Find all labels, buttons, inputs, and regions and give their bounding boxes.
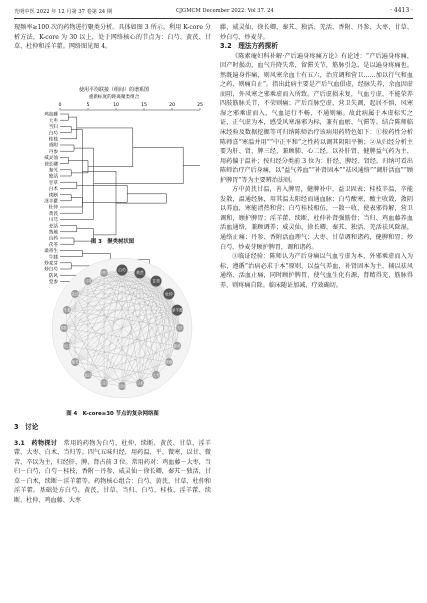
section-32-heading: 3.2 理法方药探析 bbox=[220, 42, 278, 51]
dendrogram-leaf-label: 鸡血藤 bbox=[44, 112, 58, 118]
dendrogram-leaf-label: 党参 bbox=[48, 280, 58, 286]
scale-tick: 25 bbox=[197, 103, 203, 108]
network-figure bbox=[38, 254, 206, 402]
dendrogram-leaf-label: 甘草 bbox=[48, 180, 58, 186]
dendrogram-leaf-label: 当归 bbox=[48, 125, 58, 131]
dendrogram-leaf-label: 桑寄生 bbox=[44, 249, 58, 255]
left-lower-text bbox=[14, 421, 211, 512]
section-31-paragraph bbox=[14, 439, 211, 506]
page-number: · 4413 · bbox=[390, 7, 413, 14]
dendrogram-leaf-label: 桂枝 bbox=[48, 137, 58, 143]
dendrogram-link bbox=[94, 147, 184, 183]
network-node-label: 白芍 bbox=[118, 267, 126, 273]
dendrogram-leaf-label: 炒麦芽 bbox=[44, 261, 58, 267]
dendrogram-leaf-label: 川芎 bbox=[48, 218, 58, 224]
network-node-label: 白术 bbox=[136, 380, 144, 386]
right-top-text: 藤、威灵仙、徐长卿、秦艽、独活、羌活、香附、丹参、大枣、甘草、炒白芍、炒麦芽。 bbox=[220, 24, 413, 41]
dendrogram-leaf-label: 大枣 bbox=[48, 118, 58, 124]
dendrogram-leaf-label: 防风 bbox=[48, 273, 58, 279]
network-node-label: 甘草 bbox=[152, 278, 160, 284]
dendrogram-leaf-label: 杜仲 bbox=[48, 205, 58, 211]
dendrogram-leaf-label: 熟地 bbox=[48, 230, 58, 236]
running-header bbox=[14, 6, 413, 18]
dendrogram-subtitle: 重新标度的距离聚类组合 bbox=[88, 95, 140, 100]
dendrogram-link bbox=[60, 170, 71, 176]
dendrogram-link bbox=[60, 157, 68, 163]
section-31-body: 常用的药物为白芍、杜仲、续断、黄芪、甘草、淫羊藿、大枣、白术、当归等。四气五味归经，用药温、平、微寒，以甘、微苦、辛以为主，归经肝、脾、肾占前 3 位。常用药对：鸡血藤－大枣，当归－白芍，白芍－桂枝，香附－丹参，威灵仙－徐长卿，秦艽－独活，甘草－白术，续断－淫羊藿等。药物核心组合：白芍、黄芪、甘草、杜仲和淫羊藿。基础处方白芍、黄芪、甘草、当归、白芍、桂枝、淫羊藿、续断、杜仲、鸡血藤、大枣 bbox=[14, 439, 212, 504]
journal-en: CJGMCM December 2022. Vol 37. 24 bbox=[176, 8, 274, 14]
dendrogram-link bbox=[77, 128, 133, 167]
dendrogram-scale bbox=[59, 102, 203, 110]
network-node-label: 淫羊藿 bbox=[171, 307, 183, 313]
network-node-label: 黄芪 bbox=[136, 270, 144, 276]
dendrogram-leaf-label: 炒白芍 bbox=[44, 267, 58, 273]
section-31-heading: 3.1 药物探讨 bbox=[14, 439, 58, 447]
section-32-paragraph-2: 方中黄芪甘温，善入脾胃，健脾补中，益卫固表；桂枝辛温，辛能发散，温通经脉，用其温太阳经而通血脉；白芍酸寒，酸主收敛，敛阴以养血，寒能清热和营；白芍桂枝相伍，一散一收，使表邪得解，营卫调和，顾护脾胃；淫羊藿、续断、杜仲补肾强筋骨；当归、鸡血藤养血活血通络，兼顾调养；威灵仙、徐长卿、秦艽、独活、羌活祛风除湿，通络止痛；丹参、香附活血理气；大枣、甘草调和诸药，健脾和胃；炒白芍、炒麦芽顾护脾胃，调和诸药。 bbox=[220, 186, 413, 251]
dendrogram-link bbox=[60, 226, 77, 232]
network-node-label: 威灵仙 bbox=[98, 380, 110, 386]
intro-paragraph: 现频率≥100 次的药物进行聚类分析。具体如图 3 所示。利用 K-core 分析方法，K-core 为 30 以上，处于网络核心的节点为：白芍、黄芪、甘草、杜仲和淫羊藿。网络图见图 4。 bbox=[14, 24, 211, 51]
network-node-label: 续断 bbox=[165, 359, 173, 365]
header-rule bbox=[14, 18, 413, 19]
network-node-label: 徐长卿 bbox=[61, 343, 73, 349]
right-column bbox=[220, 23, 413, 290]
network-node-label: 炒麦芽 bbox=[98, 270, 110, 276]
scale-tick: 10 bbox=[113, 103, 119, 108]
section-32-paragraph-1: 《陈素庵妇科补解·产后遍身疼痛方论》有论述：“产后遍身疼痛，因产时损动，血气升降失常，留滞关节，筋脉引急，是以遍身疼痛也。然既遍身作痛，则风寒余血十有五六，治宜调和营卫……加以行气和血之药，则痛自止”。指出此病主要是产后气血俱虚，经脉失养，余血因虚而阻，外风寒之邪乘虚而入所致。产后虚损未复，气血亏虚，不能荣养四肢筋脉关节，不荣则痛；产后百脉空虚，营卫失调，起居不慎，风寒湿之邪乘虚而入，气血运行不畅，不通则痛。故此病属于本虚标实之证，正气虚为本，感受风寒湿邪为标，兼有血瘀、气滞等。结合陈师临床经验及数据挖掘等可归纳陈师治疗该病用药特色如下：①按药性分析陈师喜“寒温并用”“中正平和”之性药以调其阴阳平衡；②从归经分析主要为肝、肾、脾三经，兼顾肺、心二经，以补肝肾、健脾益气药为主，用药偏于温补；按归经分类前 3 位为：肝经、脾经、肾经。归纳可看出陈师治疗产后身痛，以“益气养血”“补肾固本”“祛风通络”“调肝活血”“顾护脾胃”等为主要辨治法则。 bbox=[220, 52, 413, 184]
dendrogram-leaf-label: 徐长卿 bbox=[44, 162, 58, 168]
dendrogram-link bbox=[60, 182, 77, 188]
left-column bbox=[14, 23, 211, 52]
network-node-label: 当归 bbox=[176, 325, 184, 331]
dendrogram-leaf-label: 羌活 bbox=[48, 224, 58, 230]
dendrogram-link bbox=[77, 185, 127, 202]
dendrogram-leaf-label: 牛膝 bbox=[48, 255, 58, 261]
network-node-label: 大枣 bbox=[152, 372, 160, 378]
dendrogram-leaf-label: 白术 bbox=[48, 187, 58, 193]
dendrogram-leaf-label: 山药 bbox=[48, 236, 58, 242]
scale-tick: 20 bbox=[169, 103, 175, 108]
scale-tick: 0 bbox=[58, 103, 62, 108]
dendrogram-link bbox=[116, 194, 166, 203]
section-3-heading: 3 讨论 bbox=[14, 423, 39, 431]
dendrogram-title: 使用平均联接（组间）的谱系图 bbox=[78, 87, 150, 93]
dendrogram-leaf-label: 续断 bbox=[48, 193, 58, 199]
dendrogram-leaf-label: 独活 bbox=[48, 174, 58, 180]
network-node-label: 独活 bbox=[84, 372, 92, 378]
network-node-label: 杜仲 bbox=[165, 291, 173, 297]
journal-cn: 光明中医 2022 年 12 月第 37 卷第 24 期 bbox=[14, 9, 113, 15]
dendrogram-link bbox=[60, 126, 71, 132]
dendrogram-link bbox=[60, 145, 74, 151]
network-node-label: 鸡血藤 bbox=[116, 383, 128, 389]
network-node-label: 秦艽 bbox=[71, 359, 79, 365]
figure4-caption: 图 4 K-core≥30 节点的复杂网络图 bbox=[66, 411, 159, 417]
dendrogram-link bbox=[60, 195, 71, 201]
network-node-label: 桂枝 bbox=[173, 343, 181, 349]
section-32-paragraph-3: ③临证经验：陈师认为产后身痛以气血亏虚为本，外邪乘虚而入为标，遵循“治病必求于本”原则，以益气养血、补肾固本为主，辅以祛风通络、活血止痛，同时顾护脾胃，使气血生化有源，肾精得充，筋脉得养，则疼痛自除。临床随证加减，疗效确切。 bbox=[220, 253, 413, 289]
network-node-label: 香附 bbox=[60, 325, 68, 331]
dendrogram-link bbox=[60, 114, 68, 120]
network-node-label: 丹参 bbox=[63, 307, 71, 313]
dendrogram-leaf-label: 秦艽 bbox=[48, 168, 58, 174]
dendrogram-leaf-label: 淫羊藿 bbox=[44, 199, 58, 205]
dendrogram-link bbox=[82, 171, 116, 235]
network-node-label: 羌活 bbox=[71, 291, 79, 297]
scale-tick: 5 bbox=[86, 103, 90, 108]
network-node-label: 川芎 bbox=[84, 278, 92, 284]
figure3-caption: 图 3 聚类树状图 bbox=[90, 239, 135, 245]
dendrogram-leaf-label: 丹参 bbox=[48, 149, 58, 155]
dendrogram-leaf-label: 香附 bbox=[48, 143, 58, 149]
scale-tick: 15 bbox=[141, 103, 147, 108]
dendrogram-leaf-label: 黄芪 bbox=[48, 211, 58, 217]
dendrogram-leaf-label: 威灵仙 bbox=[44, 156, 58, 162]
dendrogram-leaf-label: 茯苓 bbox=[48, 242, 58, 248]
dendrogram-leaf-label: 白芍 bbox=[48, 131, 58, 137]
